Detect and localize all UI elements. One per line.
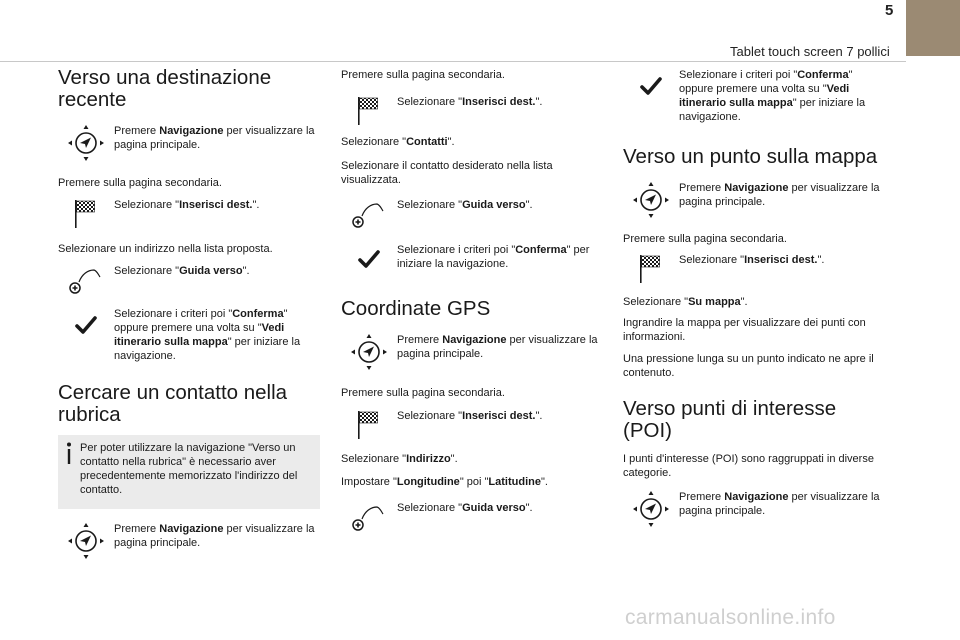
column-3 [623, 62, 885, 531]
instruction-text: Ingrandire la mappa per visualizzare dei punti con informazioni. [623, 317, 866, 343]
instruction-text: Impostare "Longitudine" poi "Latitudine". [341, 476, 548, 488]
checkmark-icon [623, 68, 679, 98]
step-insert-destination: Selezionare "Inserisci dest.". [341, 95, 603, 127]
navigation-compass-icon [58, 121, 114, 165]
step-confirm: Selezionare i criteri poi "Conferma" per iniziare la navigazione. [341, 243, 603, 271]
step-confirm: Selezionare i criteri poi "Conferma" oppure premere una volta su "Vedi itinerario sulla mappa" per iniziare la navigazione. [58, 307, 320, 363]
section-title-map-point: Verso un punto sulla mappa [623, 145, 878, 168]
checkered-flag-icon [341, 409, 397, 441]
step-navigation: Premere Navigazione per visualizzare la pagina principale. [623, 487, 885, 531]
page-number: 5 [885, 2, 894, 19]
instruction-text: Selezionare "Contatti". [341, 136, 455, 148]
instruction-text: Premere sulla pagina secondaria. [58, 177, 222, 189]
navigation-compass-icon [58, 519, 114, 563]
info-note: Per poter utilizzare la navigazione "Verso un contatto nella rubrica" è necessario aver precedentemente memorizzato l'indirizzo del contatto. [58, 435, 320, 509]
info-icon [58, 441, 80, 497]
header-title: Tablet touch screen 7 pollici [730, 44, 890, 59]
instruction-text: Selezionare il contatto desiderato nella lista visualizzata. [341, 160, 553, 186]
step-navigation: Premere Navigazione per visualizzare la pagina principale. [58, 519, 320, 563]
checkered-flag-icon [58, 198, 114, 230]
navigation-compass-icon [623, 487, 679, 531]
section-title-recent: Verso una destinazione recente [58, 66, 272, 111]
step-insert-destination: Selezionare "Inserisci dest.". [623, 253, 885, 285]
step-insert-destination: Selezionare "Inserisci dest.". [341, 409, 603, 441]
section-title-poi: Verso punti di interesse (POI) [623, 397, 837, 442]
step-confirm: Selezionare i criteri poi "Conferma" oppure premere una volta su "Vedi itinerario sulla mappa" per iniziare la navigazione. [623, 68, 885, 124]
guide-route-icon [341, 198, 397, 230]
step-navigation: Premere Navigazione per visualizzare la pagina principale. [58, 121, 320, 165]
guide-route-icon [58, 264, 114, 296]
navigation-compass-icon [623, 178, 679, 222]
checkered-flag-icon [341, 95, 397, 127]
instruction-text: Premere sulla pagina secondaria. [341, 69, 505, 81]
section-title-contact: Cercare un contatto nella rubrica [58, 381, 288, 426]
step-guide-to: Selezionare "Guida verso". [341, 198, 603, 230]
instruction-text: Premere sulla pagina secondaria. [341, 387, 505, 399]
step-guide-to: Selezionare "Guida verso". [341, 501, 603, 533]
step-navigation: Premere Navigazione per visualizzare la pagina principale. [623, 178, 885, 222]
instruction-text: Premere sulla pagina secondaria. [623, 233, 787, 245]
guide-route-icon [341, 501, 397, 533]
corner-tab [906, 0, 960, 56]
checkmark-icon [58, 307, 114, 337]
instruction-text: Selezionare un indirizzo nella lista proposta. [58, 243, 273, 255]
instruction-text: Selezionare "Indirizzo". [341, 453, 458, 465]
step-guide-to: Selezionare "Guida verso". [58, 264, 320, 296]
navigation-compass-icon [341, 330, 397, 374]
watermark: carmanualsonline.info [625, 606, 836, 629]
checkered-flag-icon [623, 253, 679, 285]
column-1 [58, 62, 320, 563]
step-insert-destination: Selezionare "Inserisci dest.". [58, 198, 320, 230]
instruction-text: Una pressione lunga su un punto indicato ne apre il contenuto. [623, 353, 874, 379]
instruction-text: I punti d'interesse (POI) sono raggruppati in diverse categorie. [623, 453, 874, 479]
checkmark-icon [341, 243, 397, 271]
step-navigation: Premere Navigazione per visualizzare la pagina principale. [341, 330, 603, 374]
section-title-gps: Coordinate GPS [341, 297, 491, 320]
instruction-text: Selezionare "Su mappa". [623, 296, 748, 308]
column-2 [341, 62, 603, 533]
